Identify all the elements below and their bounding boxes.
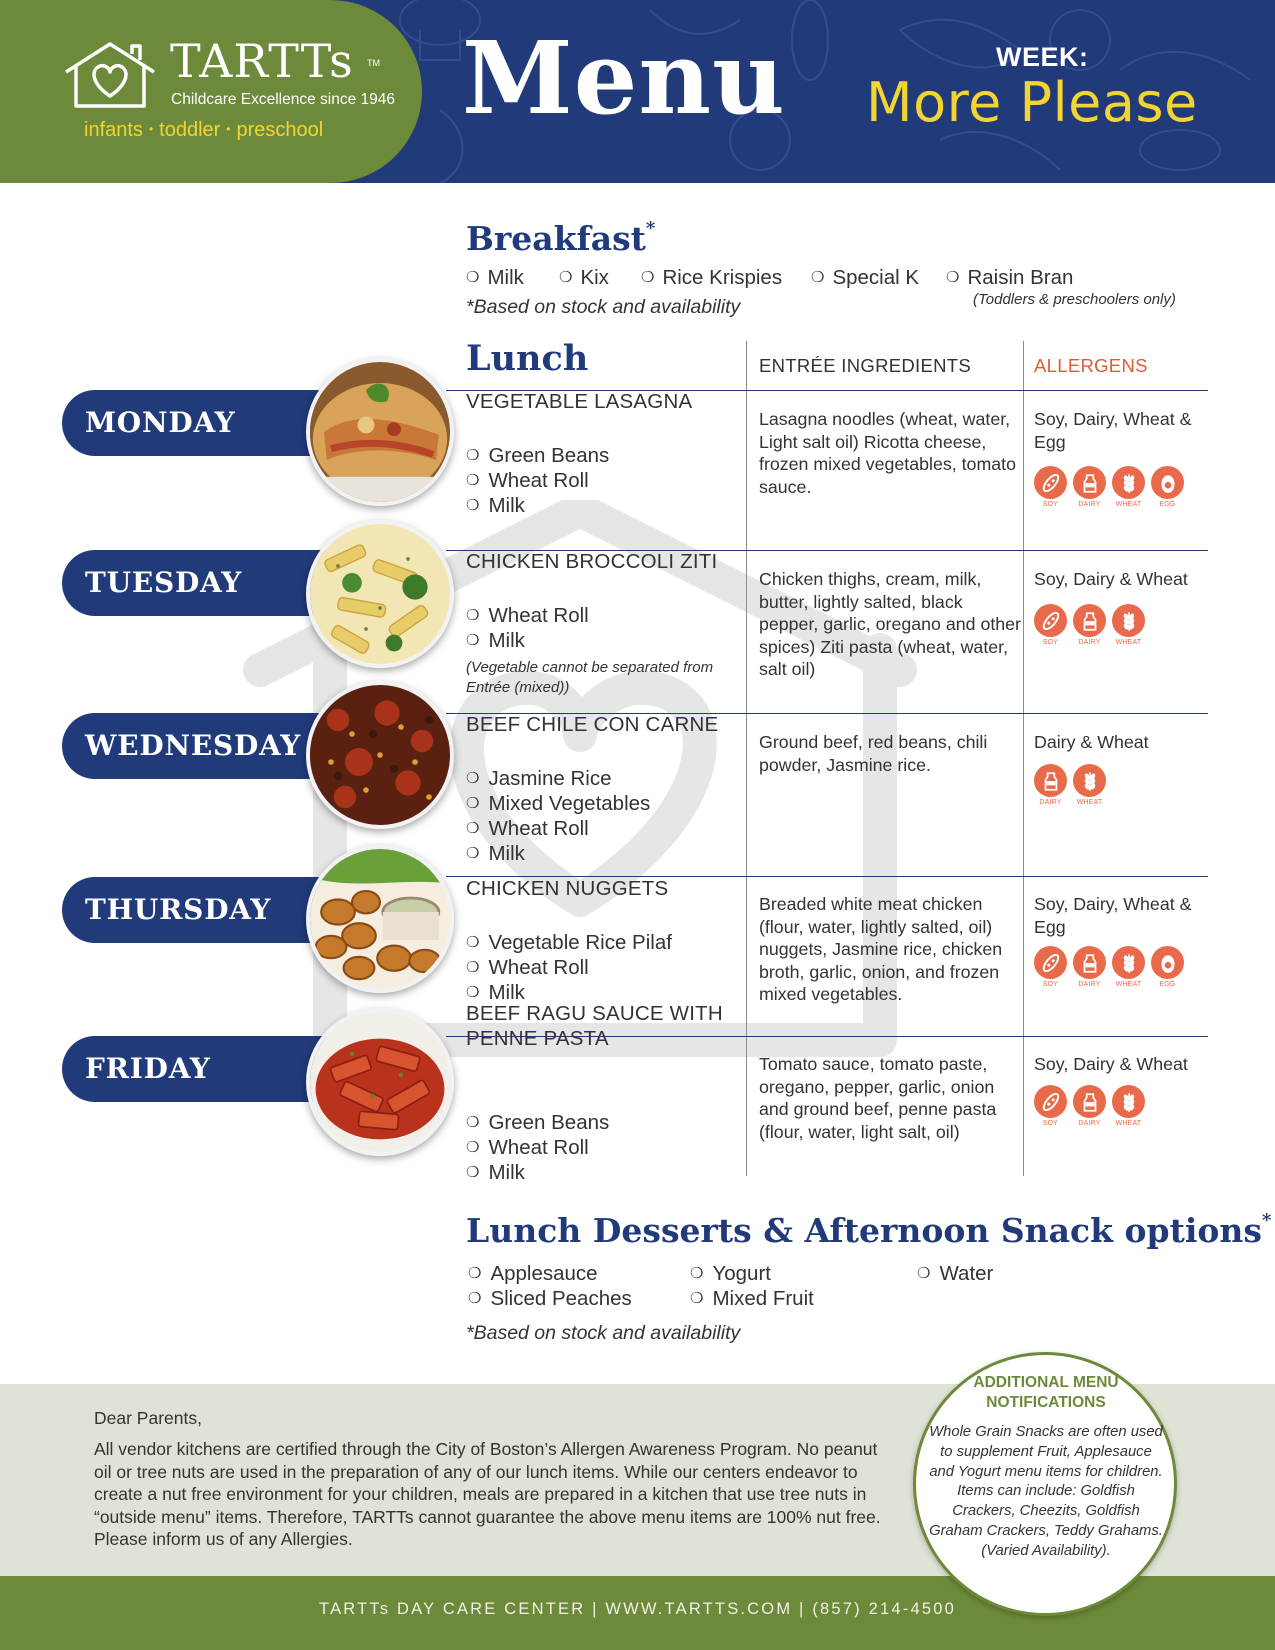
raisin-bran-note: (Toddlers & preschoolers only) — [973, 291, 1176, 308]
wheat-icon: WHEAT — [1112, 604, 1145, 646]
day-label-friday: FRIDAY — [85, 1052, 211, 1085]
egg-icon: EGG — [1151, 466, 1184, 508]
dairy-icon: DAIRY — [1073, 604, 1106, 646]
option-circle-icon: ❍ — [466, 607, 480, 624]
desserts-stock-note: *Based on stock and availability — [466, 1322, 741, 1344]
option-circle-icon: ❍ — [466, 984, 480, 1001]
side-item: ❍ Wheat Roll — [466, 817, 589, 840]
dairy-icon: DAIRY — [1034, 764, 1067, 806]
week-name: More Please — [866, 71, 1198, 134]
option-circle-icon: ❍ — [466, 820, 480, 837]
entree-monday: VEGETABLE LASAGNA — [466, 390, 693, 413]
asterisk: * — [1261, 1210, 1272, 1231]
brand-name: TARTTs — [170, 34, 354, 88]
allergens-thursday: Soy, Dairy, Wheat & Egg — [1034, 894, 1192, 937]
option-circle-icon: ❍ — [466, 472, 480, 489]
side-item: ❍ Vegetable Rice Pilaf — [466, 931, 672, 954]
option-circle-icon: ❍ — [690, 1290, 704, 1307]
page-header — [0, 0, 1275, 183]
allergen-icons-wednesday — [1034, 764, 1106, 806]
side-item: ❍ Milk — [466, 981, 525, 1004]
side-item: ❍ Mixed Vegetables — [466, 792, 651, 815]
food-photo-nuggets — [306, 845, 454, 993]
nuggets-image — [310, 849, 450, 989]
age-toddler: toddler — [159, 119, 221, 141]
dessert-option-applesauce: ❍ Applesauce — [468, 1262, 598, 1285]
allergens-wednesday: Dairy & Wheat — [1034, 732, 1149, 752]
option-circle-icon: ❍ — [466, 959, 480, 976]
side-item: ❍ Green Beans — [466, 1111, 610, 1134]
dessert-option-yogurt: ❍ Yogurt — [690, 1262, 771, 1285]
sides-friday — [466, 1110, 609, 1185]
option-circle-icon: ❍ — [466, 1114, 480, 1131]
ingredients-friday: Tomato sauce, tomato paste, oregano, pepper, garlic, onion and ground beef, penne pasta (flour, water, light salt, oil) — [759, 1054, 997, 1142]
side-item: ❍ Jasmine Rice — [466, 767, 612, 790]
soy-icon: SOY — [1034, 604, 1067, 646]
option-circle-icon: ❍ — [468, 1290, 482, 1307]
dessert-option-mixed-fruit: ❍ Mixed Fruit — [690, 1287, 814, 1310]
option-circle-icon: ❍ — [468, 1265, 482, 1282]
column-divider — [746, 341, 747, 1176]
option-circle-icon: ❍ — [466, 845, 480, 862]
side-item: ❍ Green Beans — [466, 444, 610, 467]
notifications-body: Whole Grain Snacks are often used to supplement Fruit, Applesauce and Yogurt menu items for children. Items can include: Goldfish Crackers, Cheezits, Goldfish Graham Crackers, Teddy Grahams. (Varied Availability). — [929, 1424, 1163, 1559]
option-circle-icon: ❍ — [559, 269, 573, 286]
dairy-icon: DAIRY — [1073, 946, 1106, 988]
dessert-option-water: ❍ Water — [917, 1262, 994, 1285]
wheat-icon: WHEAT — [1073, 764, 1106, 806]
wheat-icon: WHEAT — [1112, 1085, 1145, 1127]
bullet-icon: • — [226, 122, 231, 136]
food-photo-chili — [306, 681, 454, 829]
sides-thursday — [466, 930, 672, 1005]
breakfast-option-milk: ❍ Milk — [466, 266, 524, 289]
ingredients-thursday: Breaded white meat chicken (flour, water, lightly salted, oil) nuggets, Jasmine rice, chicken broth, garlic, onion, and frozen mixed vegetables. — [759, 894, 1003, 1004]
option-circle-icon: ❍ — [466, 269, 480, 286]
side-item: ❍ Milk — [466, 494, 525, 517]
entree-note-tuesday: (Vegetable cannot be separated from Entrée (mixed)) — [466, 659, 714, 696]
page-title: Menu — [462, 19, 786, 137]
allergens-friday: Soy, Dairy & Wheat — [1034, 1054, 1188, 1074]
desserts-title: Lunch Desserts & Afternoon Snack options* — [466, 1210, 1272, 1250]
day-label-wednesday: WEDNESDAY — [85, 729, 302, 762]
breakfast-options — [811, 266, 919, 290]
wheat-icon: WHEAT — [1112, 466, 1145, 508]
option-circle-icon: ❍ — [811, 269, 825, 286]
option-circle-icon: ❍ — [641, 269, 655, 286]
chili-image — [310, 685, 450, 825]
option-circle-icon: ❍ — [466, 934, 480, 951]
option-circle-icon: ❍ — [466, 795, 480, 812]
breakfast-stock-note: *Based on stock and availability — [466, 296, 741, 318]
breakfast-option-raisin-bran: ❍ Raisin Bran — [946, 266, 1074, 289]
option-circle-icon: ❍ — [466, 497, 480, 514]
allergens-tuesday: Soy, Dairy & Wheat — [1034, 569, 1188, 589]
lasagna-image — [310, 362, 450, 502]
dairy-icon: DAIRY — [1073, 1085, 1106, 1127]
food-photo-lasagna — [306, 358, 454, 506]
option-circle-icon: ❍ — [466, 1139, 480, 1156]
sides-wednesday — [466, 766, 650, 866]
day-label-thursday: THURSDAY — [85, 893, 272, 926]
option-circle-icon: ❍ — [466, 770, 480, 787]
side-item: ❍ Wheat Roll — [466, 604, 589, 627]
soy-icon: SOY — [1034, 1085, 1067, 1127]
breakfast-title: Breakfast* — [466, 218, 656, 258]
lunch-title: Lunch — [466, 338, 589, 379]
age-preschool: preschool — [236, 119, 324, 141]
dessert-option-sliced-peaches: ❍ Sliced Peaches — [468, 1287, 632, 1310]
breakfast-options — [466, 266, 524, 290]
allergen-icons-tuesday — [1034, 604, 1145, 646]
letter-body: All vendor kitchens are certified through the City of Boston’s Allergen Awareness Program. No peanut oil or tree nuts are used in the preparation of any of our lunch items. While our centers endeavor to create a nut free environment for your children, meals are prepared in a kitchen that use tree nuts in “outside menu” items. Therefore, TARTTs cannot guarantee the above menu items are 100% nut free. Please inform us of any Allergies. — [94, 1439, 881, 1550]
side-item: ❍ Wheat Roll — [466, 1136, 589, 1159]
ingredients-tuesday: Chicken thighs, cream, milk, butter, lightly salted, black pepper, garlic, oregano and other spices) Ziti pasta (wheat, water, salt oil) — [759, 569, 1021, 679]
bullet-icon: • — [148, 122, 154, 136]
wheat-icon: WHEAT — [1112, 946, 1145, 988]
age-infants: infants — [84, 119, 143, 141]
soy-icon: SOY — [1034, 946, 1067, 988]
option-circle-icon: ❍ — [466, 1164, 480, 1181]
side-item: ❍ Milk — [466, 1161, 525, 1184]
food-photo-penne — [306, 1008, 454, 1156]
notifications-title: ADDITIONAL MENU NOTIFICATIONS — [973, 1374, 1119, 1411]
ingredients-wednesday: Ground beef, red beans, chili powder, Jasmine rice. — [759, 732, 988, 775]
dairy-icon: DAIRY — [1073, 466, 1106, 508]
allergen-icons-thursday — [1034, 946, 1184, 988]
breakfast-options — [641, 266, 782, 290]
entree-friday: BEEF RAGU SAUCE WITH PENNE PASTA — [466, 1002, 723, 1050]
sides-tuesday — [466, 603, 589, 653]
breakfast-options — [559, 266, 609, 290]
option-circle-icon: ❍ — [946, 269, 960, 286]
ziti-image — [310, 524, 450, 664]
breakfast-option-rice-krispies: ❍ Rice Krispies — [641, 266, 783, 289]
allergen-icons-monday — [1034, 466, 1184, 508]
house-heart-logo-icon — [62, 40, 158, 110]
option-circle-icon: ❍ — [690, 1265, 704, 1282]
option-circle-icon: ❍ — [466, 447, 480, 464]
entree-tuesday: CHICKEN BROCCOLI ZITI — [466, 550, 718, 573]
footer-contact: TARTTs DAY CARE CENTER | WWW.TARTTS.COM | (857) 214-4500 — [319, 1600, 956, 1618]
option-circle-icon: ❍ — [917, 1265, 931, 1282]
column-divider — [1023, 341, 1024, 1176]
ingredients-monday: Lasagna noodles (wheat, water, Light salt oil) Ricotta cheese, frozen mixed vegetables, tomato sauce. — [759, 409, 1016, 497]
trademark-mark: TM — [367, 58, 380, 68]
breakfast-option-kix: ❍ Kix — [559, 266, 609, 289]
side-item: ❍ Wheat Roll — [466, 469, 589, 492]
soy-icon: SOY — [1034, 466, 1067, 508]
entree-thursday: CHICKEN NUGGETS — [466, 877, 669, 900]
entree-wednesday: BEEF CHILE CON CARNE — [466, 713, 719, 736]
breakfast-options — [946, 266, 1073, 290]
sides-monday — [466, 443, 609, 518]
day-label-tuesday: TUESDAY — [85, 566, 243, 599]
brand-tagline: Childcare Excellence since 1946 — [171, 91, 396, 108]
side-item: ❍ Wheat Roll — [466, 956, 589, 979]
side-item: ❍ Milk — [466, 629, 525, 652]
ingredients-column-header: ENTRÉE INGREDIENTS — [759, 355, 972, 376]
age-groups — [84, 119, 323, 142]
breakfast-option-special-k: ❍ Special K — [811, 266, 920, 289]
food-photo-ziti — [306, 520, 454, 668]
week-label: WEEK: — [996, 42, 1089, 72]
asterisk: * — [645, 218, 656, 239]
egg-icon: EGG — [1151, 946, 1184, 988]
penne-image — [310, 1012, 450, 1152]
option-circle-icon: ❍ — [466, 632, 480, 649]
allergens-column-header: ALLERGENS — [1034, 355, 1148, 376]
side-item: ❍ Milk — [466, 842, 525, 865]
day-label-monday: MONDAY — [85, 406, 236, 439]
allergens-monday: Soy, Dairy, Wheat & Egg — [1034, 409, 1192, 452]
letter-greeting: Dear Parents, — [94, 1408, 202, 1428]
allergen-icons-friday — [1034, 1085, 1145, 1127]
